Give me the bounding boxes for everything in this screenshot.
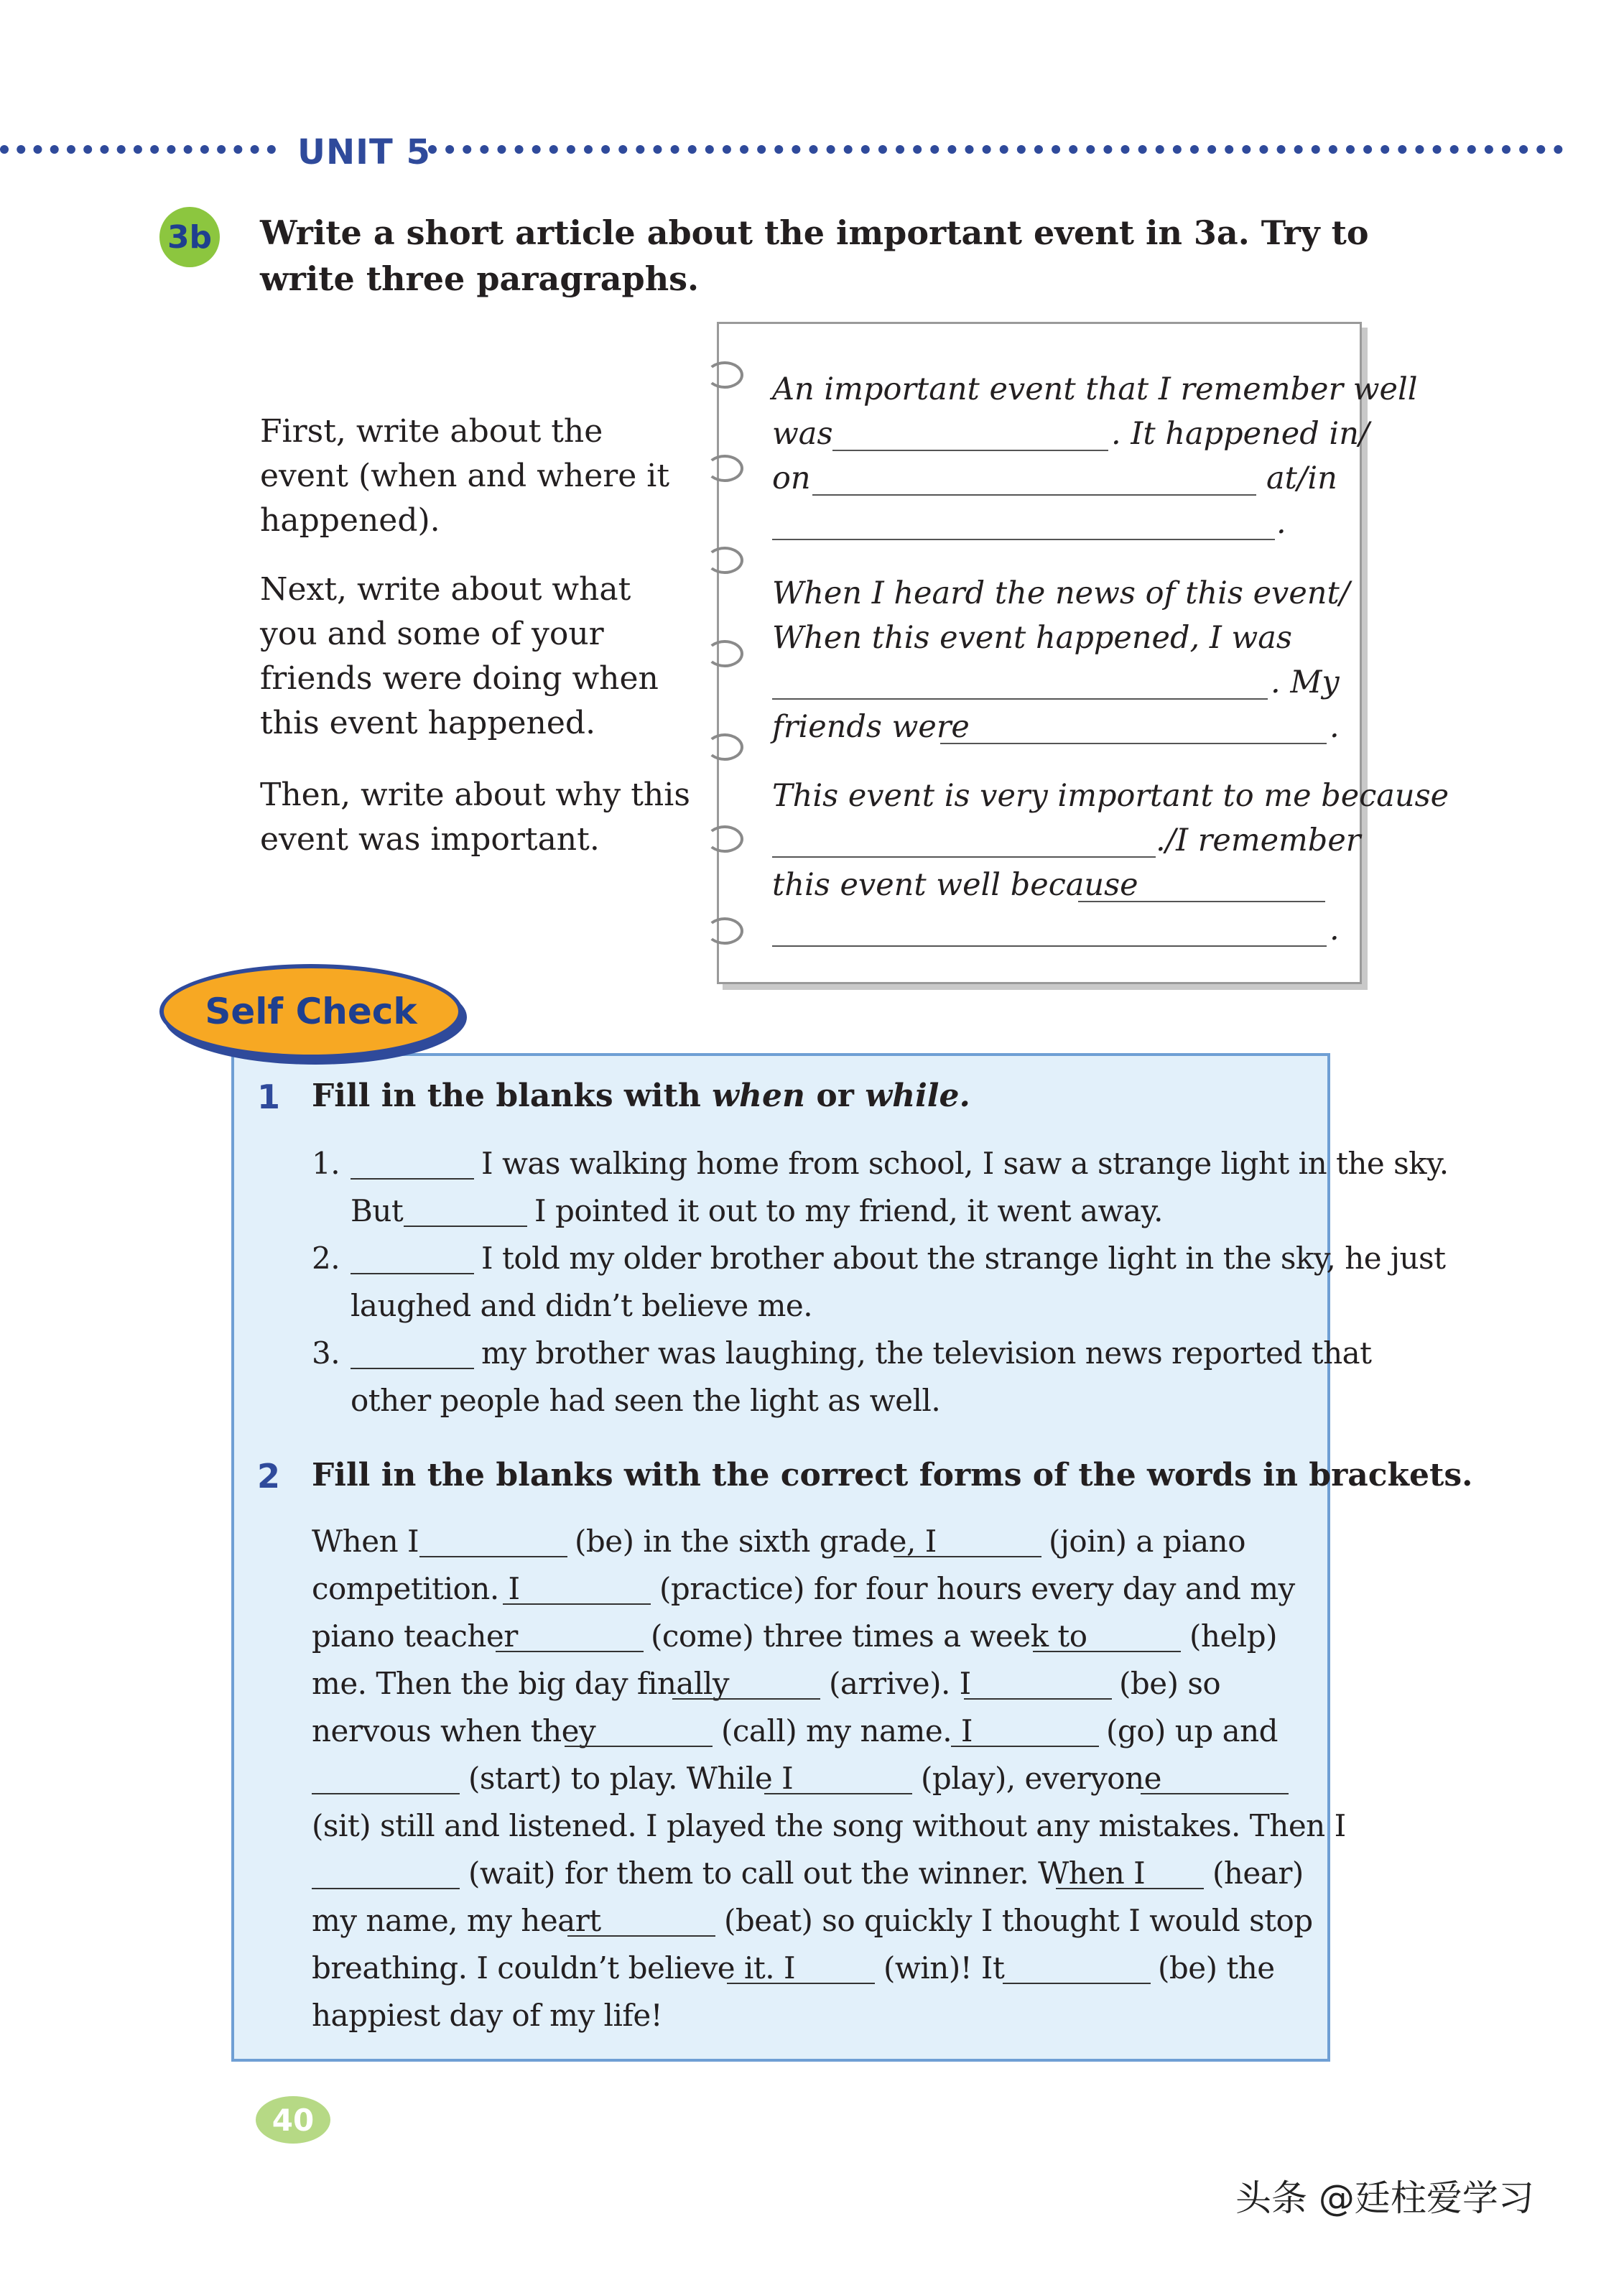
item-text: I was walking home from school, I saw a strange light in the sky. <box>481 1146 1449 1181</box>
card-text: An important event that I remember well <box>772 371 1418 407</box>
passage-text: (practice) for four hours every day and my <box>659 1571 1295 1606</box>
card-text: . My <box>1271 664 1340 700</box>
answer-blank[interactable] <box>772 945 1327 947</box>
card-text: . <box>1276 505 1286 541</box>
passage-text: me. Then the big day finally <box>312 1666 730 1701</box>
passage-text: breathing. I couldn’t believe it. I <box>312 1950 796 1986</box>
answer-blank[interactable] <box>772 698 1268 700</box>
answer-blank[interactable] <box>727 1983 875 1984</box>
answer-blank[interactable] <box>832 450 1108 451</box>
header-dots-left <box>0 145 276 154</box>
item-number: 2. <box>312 1241 340 1276</box>
answer-blank[interactable] <box>419 1556 567 1557</box>
ring-icon <box>706 361 743 389</box>
unit-title: UNIT 5 <box>297 132 431 172</box>
card-text: . <box>1330 912 1340 948</box>
passage-text: (go) up and <box>1106 1713 1279 1748</box>
card-text: When I heard the news of this event/ <box>772 575 1350 611</box>
ring-icon <box>706 733 743 761</box>
passage-text: (play), everyone <box>921 1761 1161 1796</box>
answer-blank[interactable] <box>1003 1983 1151 1984</box>
watermark: 头条 @廷柱爱学习 <box>1235 2177 1534 2219</box>
item-text: But <box>351 1193 404 1228</box>
page-number: 40 <box>256 2096 330 2144</box>
answer-blank[interactable] <box>812 494 1256 496</box>
ring-icon <box>706 455 743 482</box>
ring-icon <box>706 917 743 945</box>
answer-blank[interactable] <box>772 856 1156 858</box>
card-text: When this event happened, I was <box>772 620 1292 656</box>
item-number: 1. <box>312 1146 340 1181</box>
step-first: First, write about the event (when and where it happened). <box>260 413 670 539</box>
answer-blank[interactable] <box>567 1935 715 1937</box>
card-text: at/in <box>1266 460 1337 496</box>
answer-blank[interactable] <box>940 743 1327 744</box>
card-text: This event is very important to me because <box>772 778 1449 814</box>
item-text: laughed and didn’t believe me. <box>351 1288 813 1323</box>
answer-blank[interactable] <box>951 1746 1099 1747</box>
passage-text: (be) so <box>1119 1666 1221 1701</box>
exercise-1-number: 1 <box>257 1078 281 1116</box>
passage-text: (sit) still and listened. I played the song without any mistakes. Then I <box>312 1808 1346 1843</box>
item-text: other people had seen the light as well. <box>351 1383 941 1418</box>
item-text: my brother was laughing, the television news reported that <box>481 1335 1372 1371</box>
ring-icon <box>706 640 743 667</box>
card-text: this event well because <box>772 867 1138 903</box>
answer-blank[interactable] <box>1056 1888 1204 1889</box>
passage-text: (start) to play. While I <box>468 1761 794 1796</box>
passage-text: (join) a piano <box>1049 1524 1245 1559</box>
task-3b-instruction: Write a short article about the important event in 3a. Try to write three paragraphs. <box>260 213 1369 298</box>
card-text: friends were <box>772 709 970 745</box>
card-text: ./I remember <box>1156 823 1361 858</box>
card-text: on <box>772 460 811 496</box>
writing-card <box>717 322 1449 984</box>
passage-text: piano teacher <box>312 1618 518 1654</box>
exercise-2-title: Fill in the blanks with the correct forms of the words in brackets. <box>312 1457 1473 1493</box>
answer-blank[interactable] <box>312 1793 460 1794</box>
passage-text: (hear) <box>1212 1856 1304 1891</box>
passage-text: (call) my name. I <box>721 1713 973 1748</box>
passage-text: (be) in the sixth grade, I <box>575 1524 937 1559</box>
passage-text: When I <box>312 1524 419 1559</box>
passage-text: (beat) so quickly I thought I would stop <box>724 1903 1313 1938</box>
passage-text: (win)! It <box>883 1950 1005 1986</box>
item-text: I told my older brother about the strange light in the sky, he just <box>481 1241 1446 1276</box>
answer-blank[interactable] <box>764 1793 912 1794</box>
passage-text: my name, my heart <box>312 1903 601 1938</box>
step-then: Then, write about why this event was important. <box>260 777 690 858</box>
answer-blank[interactable] <box>1141 1793 1289 1794</box>
answer-blank[interactable] <box>1078 901 1325 902</box>
item-text: I pointed it out to my friend, it went away. <box>534 1193 1164 1228</box>
passage-text: happiest day of my life! <box>312 1998 663 2033</box>
item-number: 3. <box>312 1335 340 1371</box>
step-next: Next, write about what you and some of your friends were doing when this event happened. <box>260 571 659 741</box>
header-dots-right <box>428 145 1563 154</box>
answer-blank[interactable] <box>351 1273 474 1274</box>
card-text: . <box>1330 709 1340 745</box>
passage-text: (arrive). I <box>829 1666 971 1701</box>
answer-blank[interactable] <box>565 1746 713 1747</box>
answer-blank[interactable] <box>496 1651 644 1652</box>
answer-blank[interactable] <box>894 1556 1041 1557</box>
title-when: when <box>712 1078 806 1114</box>
passage-text: (come) three times a week to <box>651 1618 1087 1654</box>
passage-text: (wait) for them to call out the winner. When I <box>468 1856 1146 1891</box>
answer-blank[interactable] <box>772 539 1275 540</box>
card-text: . It happened in/ <box>1111 416 1370 452</box>
passage-text: nervous when they <box>312 1713 596 1748</box>
exercise-2-number: 2 <box>257 1457 281 1496</box>
self-check-badge: Self Check <box>159 964 463 1059</box>
title-text: or <box>816 1078 854 1114</box>
answer-blank[interactable] <box>351 1178 474 1180</box>
task-3b-badge: 3b <box>159 207 220 267</box>
answer-blank[interactable] <box>312 1888 460 1889</box>
answer-blank[interactable] <box>672 1698 820 1700</box>
ring-icon <box>706 547 743 574</box>
answer-blank[interactable] <box>351 1368 474 1369</box>
passage-text: competition. I <box>312 1571 520 1606</box>
title-while: while. <box>865 1078 970 1114</box>
answer-blank[interactable] <box>404 1226 527 1227</box>
title-text: Fill in the blanks with <box>312 1078 701 1114</box>
answer-blank[interactable] <box>1033 1651 1181 1652</box>
answer-blank[interactable] <box>503 1603 651 1605</box>
exercise-1-title <box>312 1078 970 1114</box>
passage-text: (help) <box>1189 1618 1277 1654</box>
passage-text: (be) the <box>1158 1950 1275 1986</box>
answer-blank[interactable] <box>964 1698 1112 1700</box>
ring-icon <box>706 825 743 853</box>
card-text: was <box>772 416 833 452</box>
